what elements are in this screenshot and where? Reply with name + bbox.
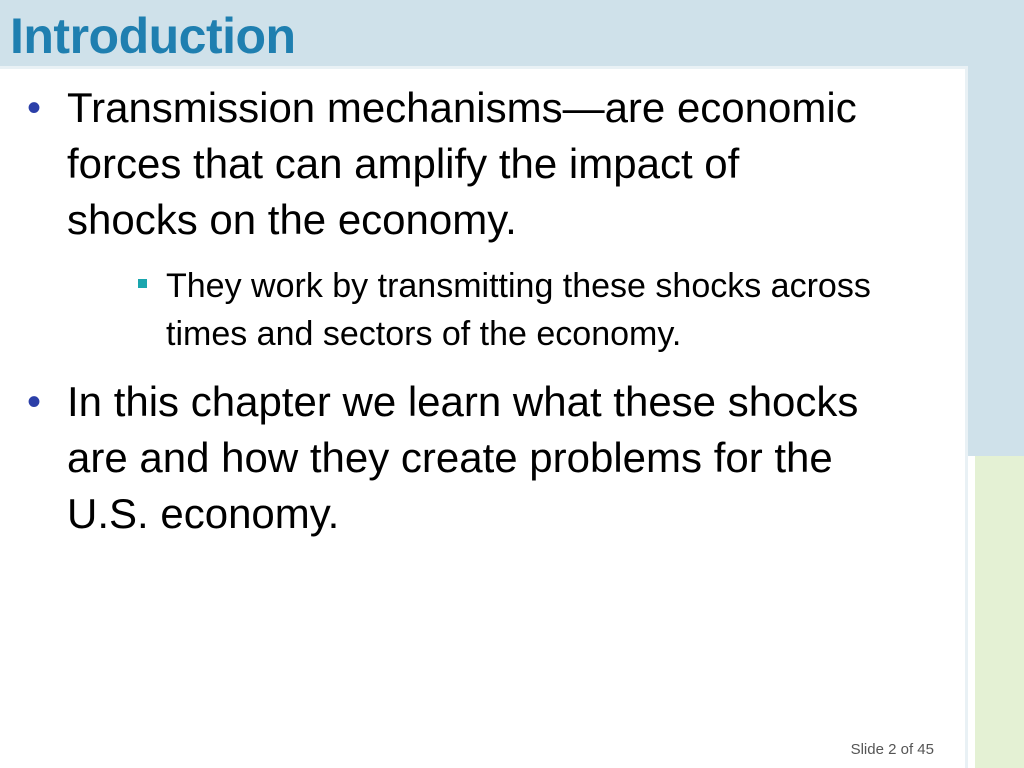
bullet-text: Transmission mechanisms—are economic forces that can amplify the impact of shocks on the economy.: [67, 84, 857, 243]
bullet-dot-icon: •: [27, 380, 42, 424]
bullet-dot-icon: •: [27, 86, 42, 130]
sub-bullet-item: [67, 262, 956, 358]
slide-number: Slide 2 of 45: [850, 741, 934, 758]
bullet-list: [0, 80, 960, 542]
bullet-item: [0, 80, 871, 358]
bullet-text: In this chapter we learn what these shocks are and how they create problems for the U.S. economy.: [67, 378, 859, 537]
slide-accent-background: [975, 456, 1024, 768]
sub-bullet-text: They work by transmitting these shocks across times and sectors of the economy.: [166, 267, 871, 353]
slide-title: Introduction: [10, 8, 296, 64]
square-bullet-icon: [138, 279, 147, 288]
bullet-item: [0, 374, 867, 542]
